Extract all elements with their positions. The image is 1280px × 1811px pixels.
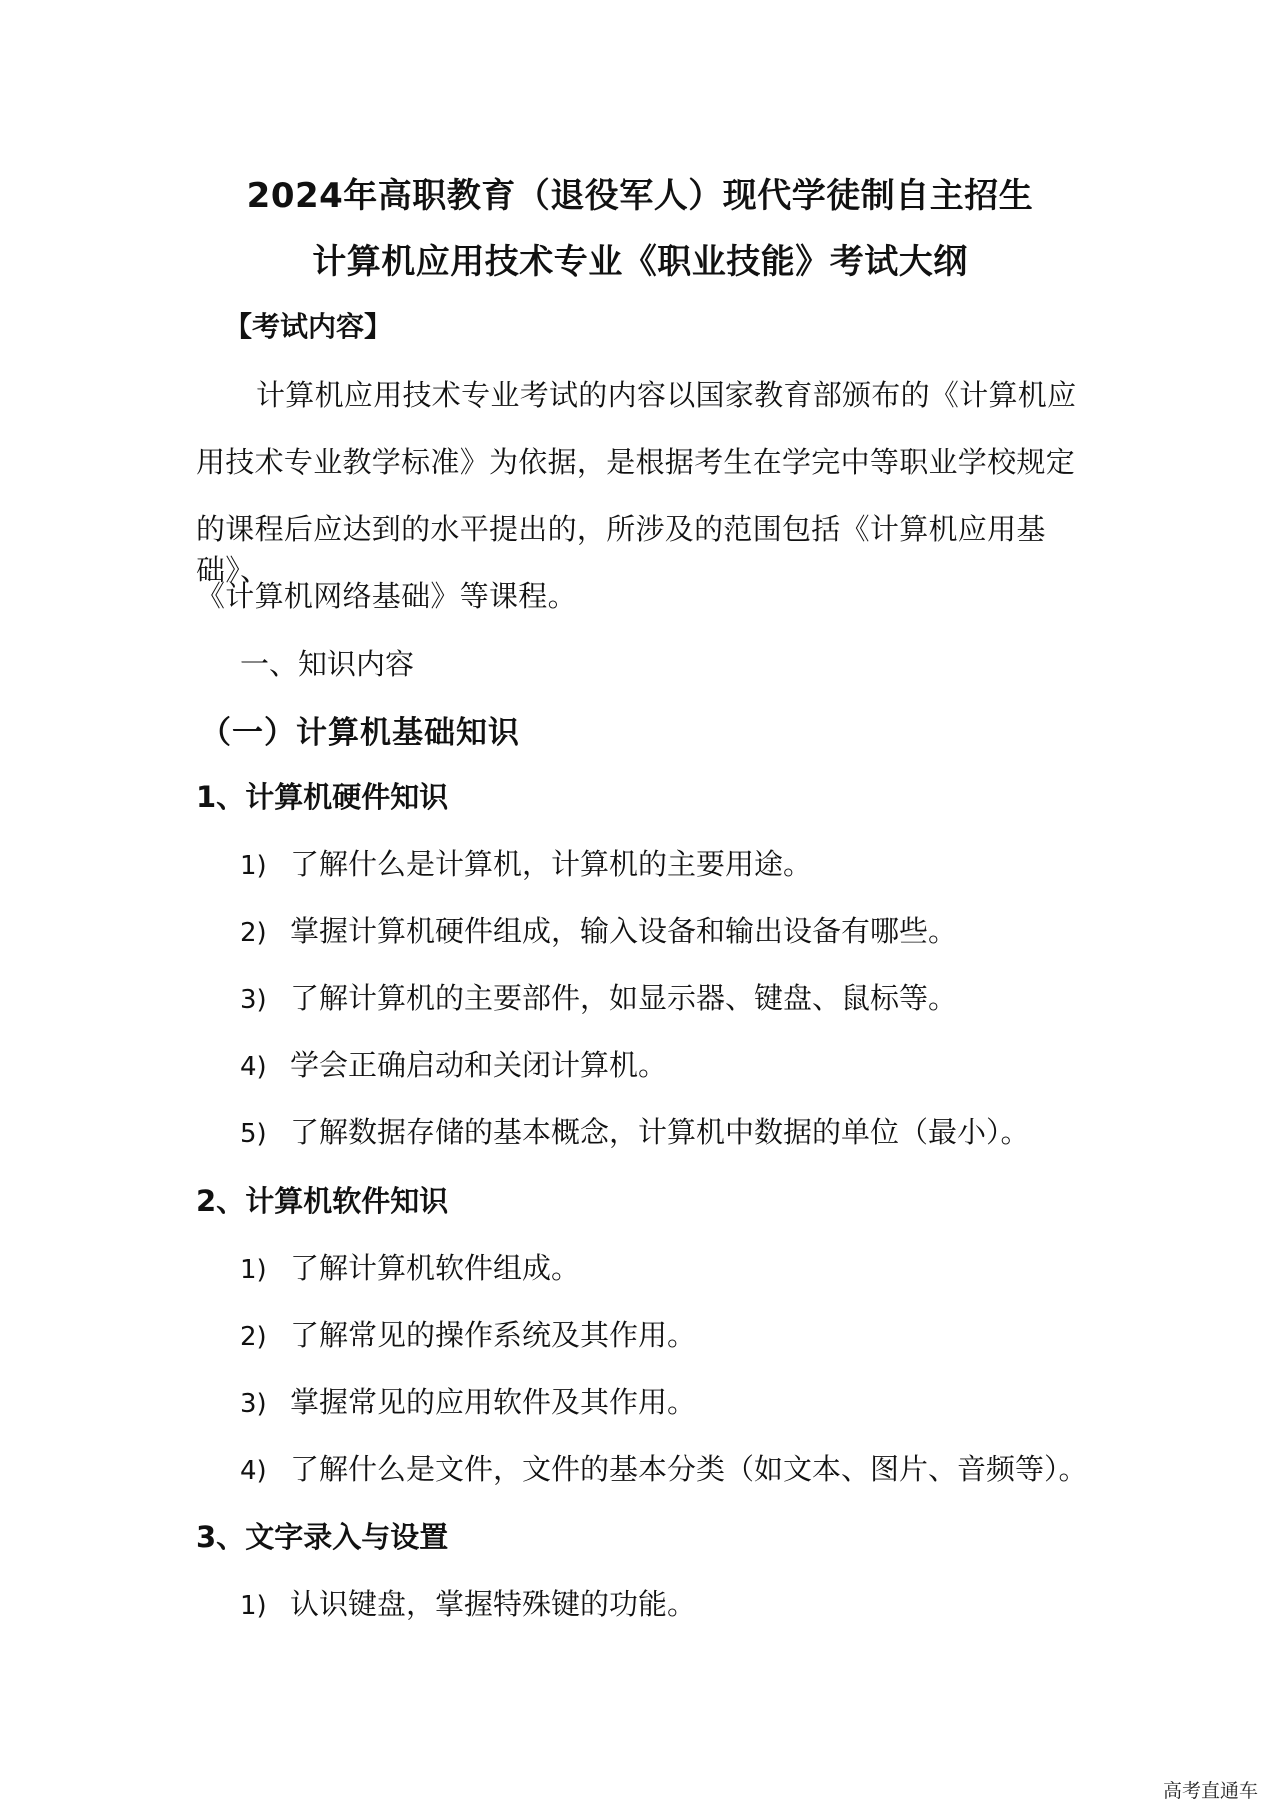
item-number: 1) — [240, 1255, 267, 1285]
item-number: 4) — [240, 1052, 267, 1082]
item-text: 了解什么是计算机，计算机的主要用途。 — [290, 847, 813, 881]
item-number: 3) — [240, 1389, 267, 1419]
group-heading-text-input — [196, 1515, 448, 1556]
intro-line-2: 用技术专业教学标准》为依据，是根据考生在学完中等职业学校规定 — [196, 445, 1076, 479]
group-heading-hardware — [196, 775, 448, 816]
list-item — [240, 1313, 696, 1354]
group-title: 文字录入与设置 — [245, 1520, 449, 1554]
group-heading-software — [196, 1179, 448, 1220]
item-number: 1) — [240, 1591, 267, 1621]
document-title-line-2: 计算机应用技术专业《职业技能》考试大纲 — [312, 242, 968, 282]
intro-line-1: 计算机应用技术专业考试的内容以国家教育部颁布的《计算机应 — [256, 378, 1077, 412]
item-text: 掌握计算机硬件组成，输入设备和输出设备有哪些。 — [290, 914, 958, 948]
watermark-footer: 高考直通车 — [1162, 1780, 1258, 1802]
item-text: 了解常见的操作系统及其作用。 — [290, 1318, 697, 1352]
group-title: 计算机软件知识 — [245, 1184, 449, 1218]
list-item — [240, 1380, 696, 1421]
group-number: 1、 — [196, 780, 246, 814]
list-item — [240, 1582, 696, 1623]
item-number: 5) — [240, 1119, 267, 1149]
group-number: 2、 — [196, 1184, 246, 1218]
list-item — [240, 1447, 1088, 1488]
item-number: 1) — [240, 851, 267, 881]
document-title-line-1: 2024年高职教育（退役军人）现代学徒制自主招生 — [246, 176, 1034, 216]
item-text: 掌握常见的应用软件及其作用。 — [290, 1385, 697, 1419]
item-text: 了解计算机软件组成。 — [290, 1251, 581, 1285]
item-number: 4) — [240, 1456, 267, 1486]
list-item — [240, 1043, 667, 1084]
group-title: 计算机硬件知识 — [245, 780, 449, 814]
intro-line-4: 《计算机网络基础》等课程。 — [196, 579, 577, 613]
group-number: 3、 — [196, 1520, 246, 1554]
item-number: 3) — [240, 985, 267, 1015]
item-text: 了解什么是文件，文件的基本分类（如文本、图片、音频等）。 — [290, 1452, 1088, 1486]
item-number: 2) — [240, 918, 267, 948]
list-item — [240, 1246, 580, 1287]
item-text: 了解数据存储的基本概念，计算机中数据的单位（最小）。 — [290, 1115, 1030, 1149]
item-text: 认识键盘，掌握特殊键的功能。 — [290, 1587, 697, 1621]
list-item — [240, 1110, 1030, 1151]
intro-line-3: 的课程后应达到的水平提出的，所涉及的范围包括《计算机应用基础》、 — [196, 512, 1046, 587]
item-text: 学会正确启动和关闭计算机。 — [290, 1048, 668, 1082]
exam-content-heading: 【考试内容】 — [224, 310, 393, 343]
list-item — [240, 909, 957, 950]
list-item — [240, 842, 812, 883]
section-heading-knowledge: 一、知识内容 — [240, 647, 415, 681]
list-item — [240, 976, 957, 1017]
subsection-heading-computer-basics: （一）计算机基础知识 — [200, 715, 520, 751]
item-number: 2) — [240, 1322, 267, 1352]
item-text: 了解计算机的主要部件，如显示器、键盘、鼠标等。 — [290, 981, 958, 1015]
